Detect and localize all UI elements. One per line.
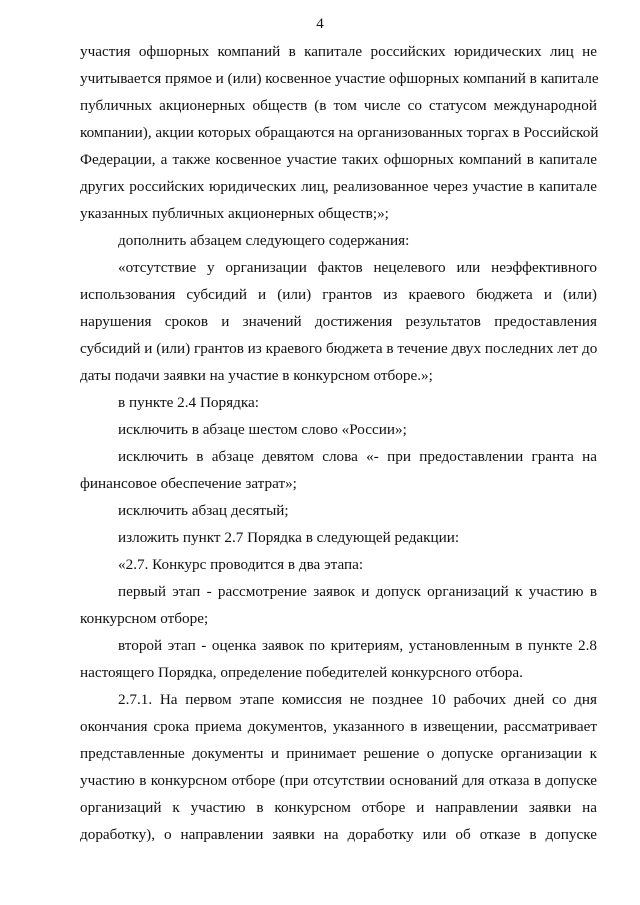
text-line: 2.7.1. На первом этапе комиссия не позднее 10 рабочих дней со дня — [118, 691, 597, 708]
text-line: Федерации, а также косвенное участие таких офшорных компаний в капитале — [80, 151, 597, 168]
text-line: учитывается прямое и (или) косвенное участие офшорных компаний в капитале — [80, 70, 599, 87]
text-line: исключить абзац десятый; — [118, 502, 289, 519]
text-line: участия офшорных компаний в капитале российских юридических лиц не — [80, 43, 597, 60]
text-line: второй этап - оценка заявок по критериям, установленным в пункте 2.8 — [118, 637, 597, 654]
text-line: изложить пункт 2.7 Порядка в следующей редакции: — [118, 529, 460, 546]
text-line: представленные документы и принимает решение о допуске организации к — [80, 745, 597, 762]
text-line: организаций к участию в конкурсном отборе и направлении заявки на — [80, 799, 597, 816]
text-line: публичных акционерных обществ (в том числе со статусом международной — [80, 97, 597, 114]
text-line: доработку), о направлении заявки на доработку или об отказе в допуске — [80, 826, 597, 843]
text-line: окончания срока приема документов, указанного в извещении, рассматривает — [80, 718, 597, 735]
text-line: «отсутствие у организации фактов нецелевого или неэффективного — [118, 259, 597, 276]
text-line: нарушения сроков и значений достижения результатов предоставления — [80, 313, 597, 330]
text-line: финансовое обеспечение затрат»; — [80, 475, 297, 492]
text-line: в пункте 2.4 Порядка: — [118, 394, 259, 411]
text-line: настоящего Порядка, определение победителей конкурсного отбора. — [80, 664, 523, 681]
text-line: других российских юридических лиц, реализованное через участие в капитале — [80, 178, 597, 195]
text-line: «2.7. Конкурс проводится в два этапа: — [118, 556, 364, 573]
document-body — [80, 38, 597, 848]
text-line: конкурсном отборе; — [80, 610, 209, 627]
text-line: субсидий и (или) грантов из краевого бюджета в течение двух последних лет до — [80, 340, 598, 357]
text-line: указанных публичных акционерных обществ;»; — [80, 205, 389, 222]
page-number: 4 — [316, 16, 324, 32]
text-line: дополнить абзацем следующего содержания: — [118, 232, 410, 249]
text-line: даты подачи заявки на участие в конкурсном отборе.»; — [80, 367, 433, 384]
text-line: компании), акции которых обращаются на организованных торгах в Российской — [80, 124, 599, 141]
text-line: исключить в абзаце девятом слова «- при предоставлении гранта на — [118, 448, 597, 465]
text-line: использования субсидий и (или) грантов из краевого бюджета и (или) — [80, 286, 597, 303]
text-line: участию в конкурсном отборе (при отсутствии оснований для отказа в допуске — [80, 772, 597, 789]
text-line: первый этап - рассмотрение заявок и допуск организаций к участию в — [118, 583, 597, 600]
text-line: исключить в абзаце шестом слово «России»; — [118, 421, 407, 438]
